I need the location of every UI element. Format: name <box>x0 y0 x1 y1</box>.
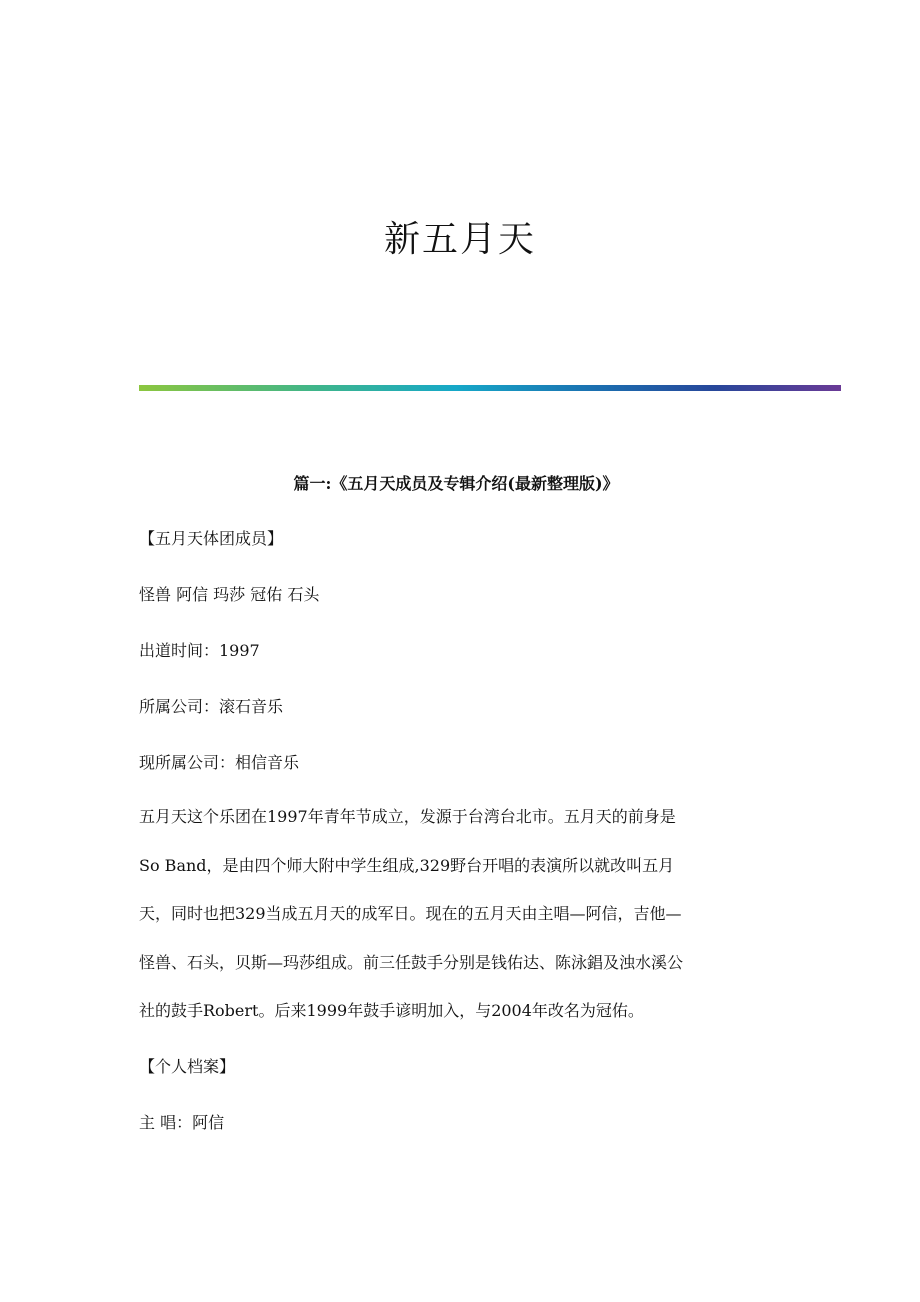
label-company: 所属公司：滚石音乐 <box>139 697 284 716</box>
members-heading: 【五月天体团成员】 <box>139 529 284 548</box>
title-divider <box>139 385 841 391</box>
paragraph-line: 怪兽、石头，贝斯—玛莎组成。前三任鼓手分别是钱佑达、陈泳錩及浊水溪公 <box>139 952 684 972</box>
paragraph-line: 五月天这个乐团在1997年青年节成立，发源于台湾台北市。五月天的前身是 <box>139 807 676 826</box>
section-heading: 篇一:《五月天成员及专辑介绍(最新整理版)》 <box>293 474 619 493</box>
debut-date: 出道时间：1997 <box>139 641 260 660</box>
paragraph-line: So Band，是由四个师大附中学生组成,329野台开唱的表演所以就改叫五月 <box>139 855 675 875</box>
paragraph-line: 天，同时也把329当成五月天的成军日。现在的五月天由主唱—阿信，吉他— <box>139 904 682 923</box>
vocal-line: 主 唱：阿信 <box>139 1113 225 1132</box>
profile-heading: 【个人档案】 <box>139 1057 236 1076</box>
document-title: 新五月天 <box>383 219 536 260</box>
band-intro-paragraph <box>139 805 779 1048</box>
members-list: 怪兽 阿信 玛莎 冠佑 石头 <box>139 585 320 604</box>
current-label-company: 现所属公司：相信音乐 <box>139 753 300 772</box>
paragraph-line: 社的鼓手Robert。后来1999年鼓手谚明加入，与2004年改名为冠佑。 <box>139 1001 644 1020</box>
